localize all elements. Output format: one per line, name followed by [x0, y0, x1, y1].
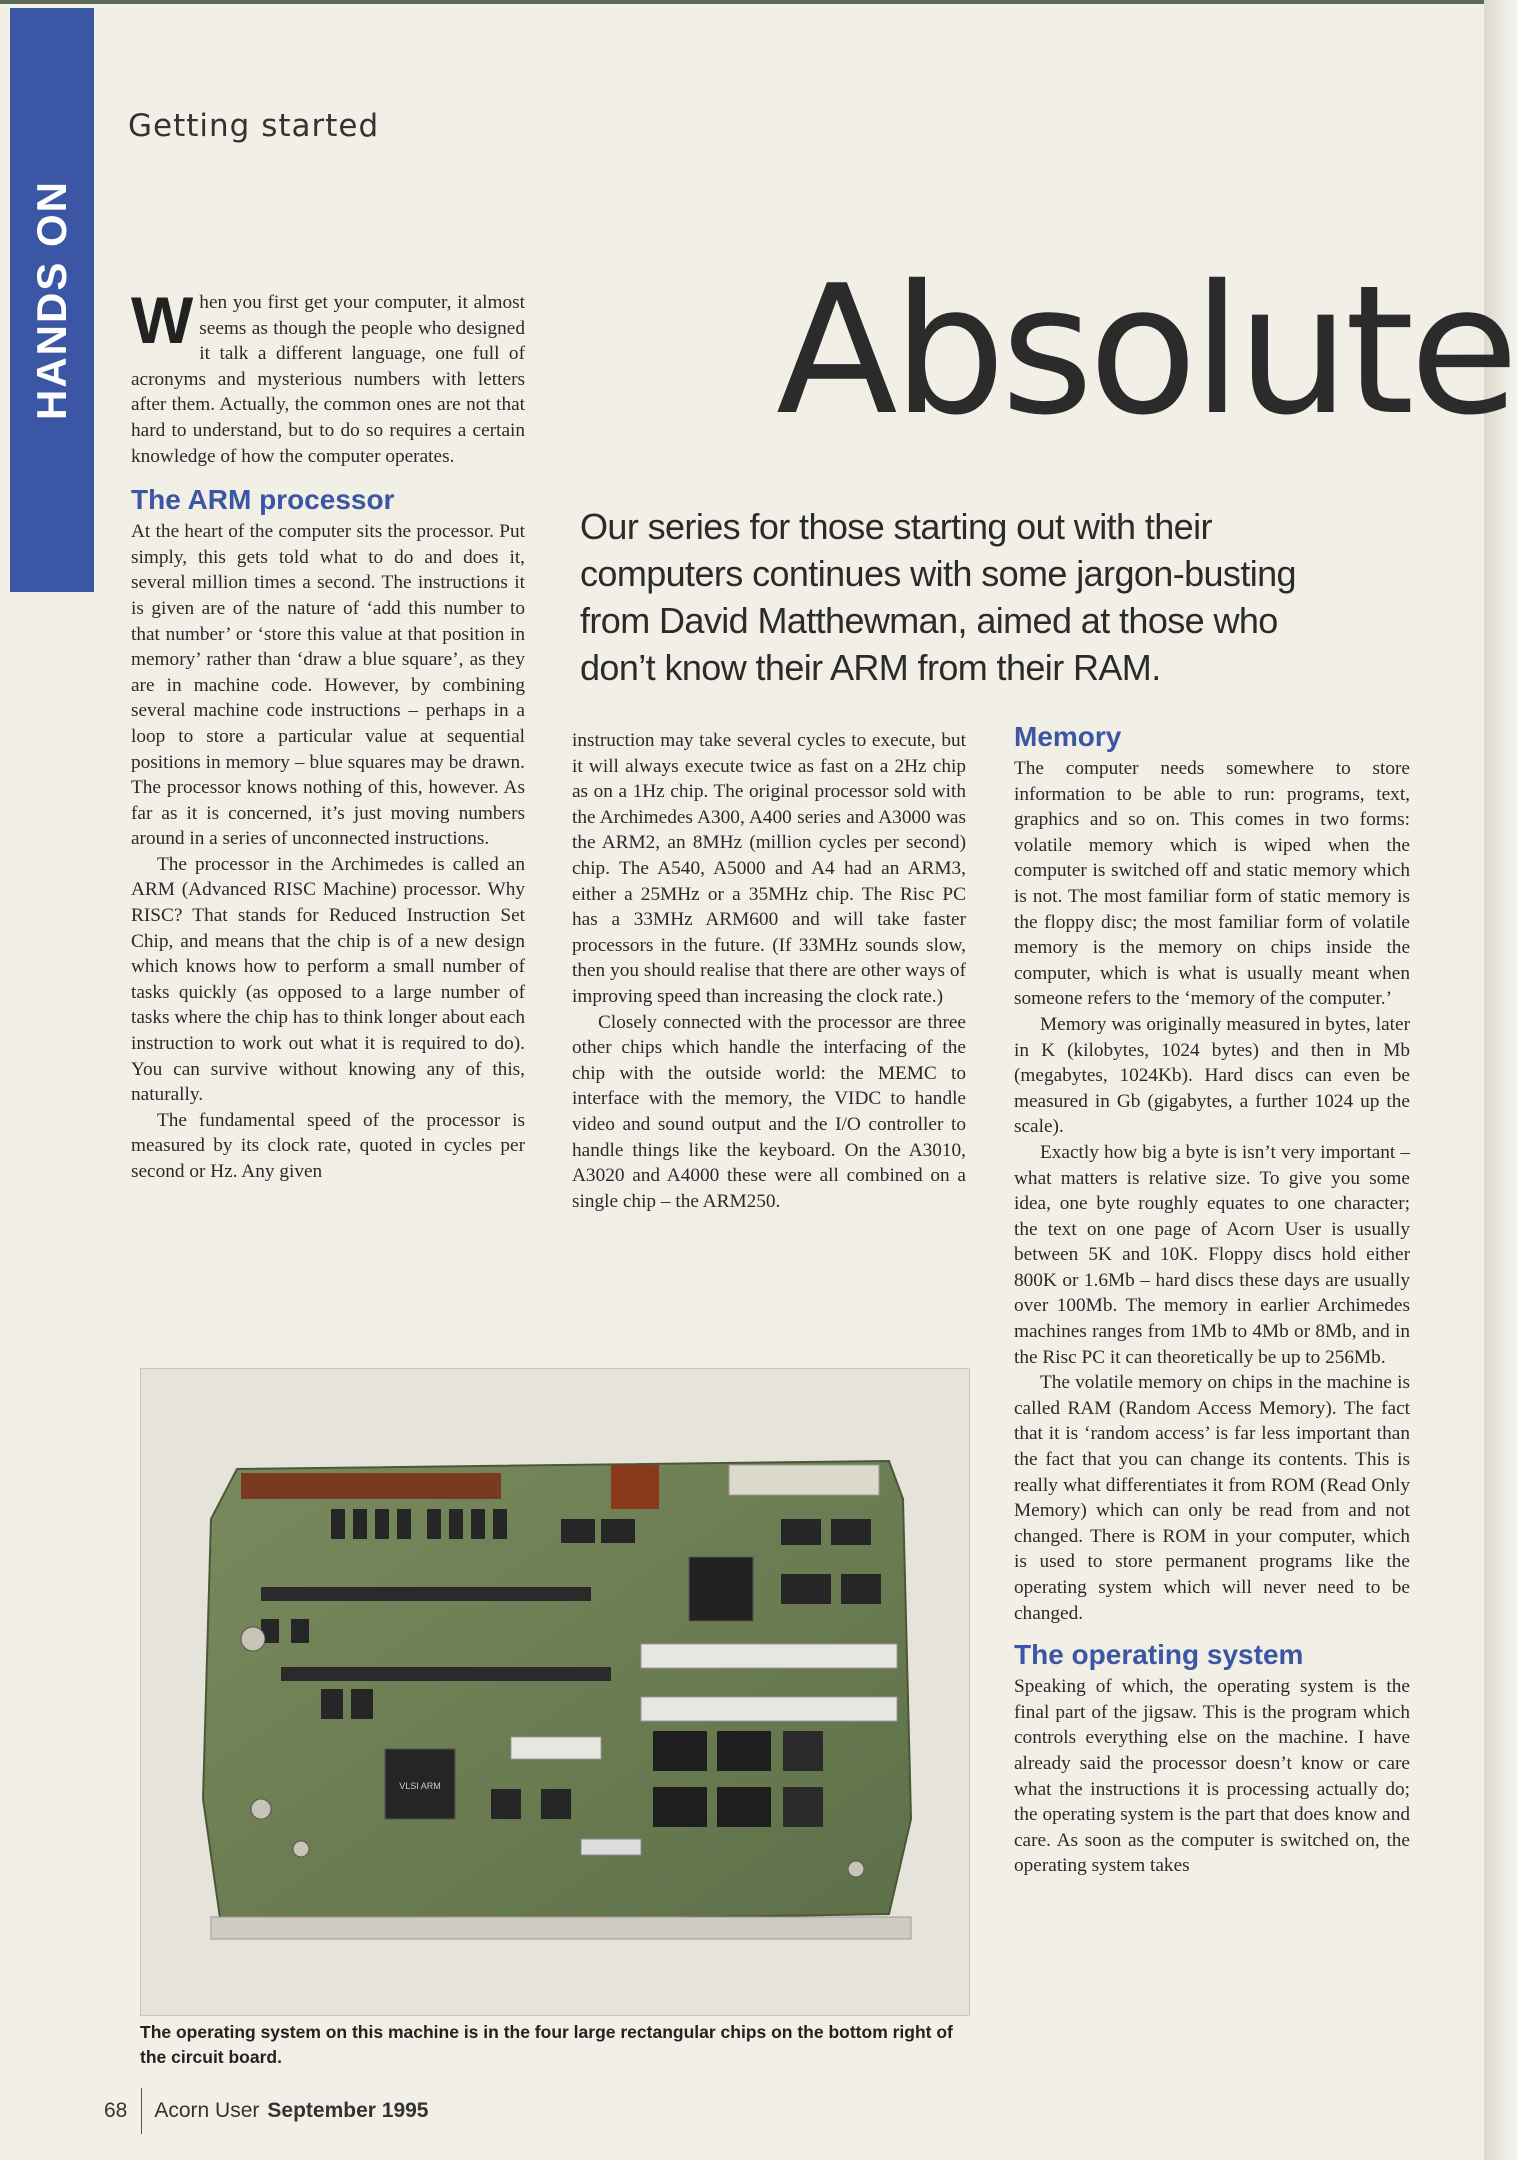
paragraph: The fundamental speed of the processor is measured by its clock rate, quoted in cycles per second or Hz. Any given — [131, 1109, 525, 1182]
paragraph: Closely connected with the processor are three other chips which handle the interfacing of the chip with the outside world: the MEMC to interface with the memory, the VIDC to handle video and sound output and the I/O controller to handle things like the keyboard. On the A3010, A3020 and A4000 these were all combined on a single chip – the ARM250. — [572, 1011, 966, 1212]
intro-text: hen you first get your computer, it almost seems as though the people who designed it talk a different language, one full of acronyms and mysterious numbers with letters after them. Actually, the common ones are not that hard to understand, but to do so requires a certain knowledge of how the computer operates. — [131, 292, 525, 467]
chip-label: VLSI ARM — [399, 1781, 441, 1791]
photo-caption: The operating system on this machine is in the four large rectangular chips on the bottom right of the circuit board. — [140, 2022, 953, 2067]
circuit-board-illustration — [141, 1369, 969, 2015]
magazine-name: Acorn User — [154, 2099, 260, 2122]
heading-operating-system: The operating system — [1014, 1639, 1304, 1671]
paragraph: Speaking of which, the operating system is the final part of the jigsaw. This is the program which controls everything else on the machine. I have already said the processor doesn’t know or care what the instructions it is processing actually do; the operating system is the part that does know and care. As soon as the computer is switched on, the operating system takes — [1014, 1676, 1410, 1877]
circuit-board-photo — [140, 1368, 970, 2016]
paragraph: Exactly how big a byte is isn’t very important – what matters is relative size. To give you some idea, one byte roughly equates to one character; the text on one page of Acorn User is usually between 5K and 10K. Floppy discs hold either 800K or 1.6Mb – hard discs these days are usually over 100Mb. The memory in earlier Archimedes machines ranges from 1Mb to 4Mb or 8Mb, and in the Risc PC it can theoretically be up to 256Mb. — [1014, 1141, 1410, 1368]
drop-cap: W — [131, 283, 194, 357]
paragraph: The processor in the Archimedes is called an ARM (Advanced RISC Machine) processor. Why RISC? That stands for Reduced Instruction Set Chip, and means that the chip is of a new design which knows how to perform a small number of tasks quickly (as opposed to a large number of tasks where the chip has to think longer about each instruction to work out what it is required to do). You can survive without knowing any of this, naturally. — [131, 853, 525, 1106]
paragraph: The volatile memory on chips in the machine is called RAM (Random Access Memory). The fact that it is ‘random access’ is far less important than the fact that you can change its contents. This is really what differentiates it from ROM (Read Only Memory) which can only be read from and not changed. There is ROM in your computer, which is used to store permanent programs like the operating system which will never need to be changed. — [1014, 1372, 1410, 1624]
heading-arm-processor: The ARM processor — [131, 484, 395, 516]
page-number: 68 — [104, 2099, 128, 2122]
paragraph: The computer needs somewhere to store information to be able to run: programs, text, graphics and so on. This comes in two forms: volatile memory which is wiped when the computer is switched off and static memory which is not. The most familiar form of static memory is the floppy disc; the most familiar form of volatile memory is the memory on chips inside the computer, which is what is usually meant when someone refers to the ‘memory of the computer.’ — [1014, 758, 1410, 1010]
intro-paragraph — [131, 283, 525, 469]
side-tab-label: HANDS ON — [28, 179, 75, 421]
paragraph: instruction may take several cycles to execute, but it will always execute twice as fast on a 2Hz chip as on a 1Hz chip. The original processor sold with the Archimedes A300, A400 series and A3000 was the ARM2, an 8MHz (million cycles per second) chip. The A540, A5000 and A4 had an ARM3, either a 25MHz or a 35MHz chip. The Risc PC has a 33MHz ARM600 and will take faster processors in the future. (If 33MHz sounds slow, then you should realise that there are other ways of improving speed than increasing the clock rate.) — [572, 730, 966, 1007]
top-rule — [0, 0, 1518, 4]
section-label: Getting started — [128, 108, 380, 144]
text-column-3 — [1014, 720, 1410, 1879]
footer-divider — [141, 2088, 142, 2134]
issue-date: September 1995 — [267, 2099, 429, 2122]
section-side-tab — [10, 8, 94, 592]
text-column-1 — [131, 283, 525, 1185]
text-column-2 — [572, 728, 966, 1214]
paragraph: At the heart of the computer sits the processor. Put simply, this gets told what to do and does it, several million times a second. The instructions it is given are of the nature of ‘add this number to that number’ or ‘store this value at that position in memory’ rather than ‘draw a blue square’, as they are in machine code. However, by combining several machine code instructions – perhaps in a loop to store a particular value at sequential positions in memory – blue squares may be drawn. The processor knows nothing of this, however. As far as it is concerned, it’s just moving numbers around in a series of unconnected instructions. — [131, 521, 525, 850]
article-standfirst: Our series for those starting out with their computers continues with some jargon-busting from David Matthewman, aimed at those who don’t know their ARM from their RAM. — [580, 506, 1296, 688]
page-footer — [104, 2088, 428, 2134]
heading-memory: Memory — [1014, 721, 1122, 752]
paragraph: Memory was originally measured in bytes, later in K (kilobytes, 1024 bytes) and then in Mb (megabytes, 1024Kb). Hard discs can even be measured in Gb (gigabytes, a further 1024 up the scale). — [1014, 1013, 1410, 1138]
article-headline: Absolute — [776, 247, 1514, 454]
